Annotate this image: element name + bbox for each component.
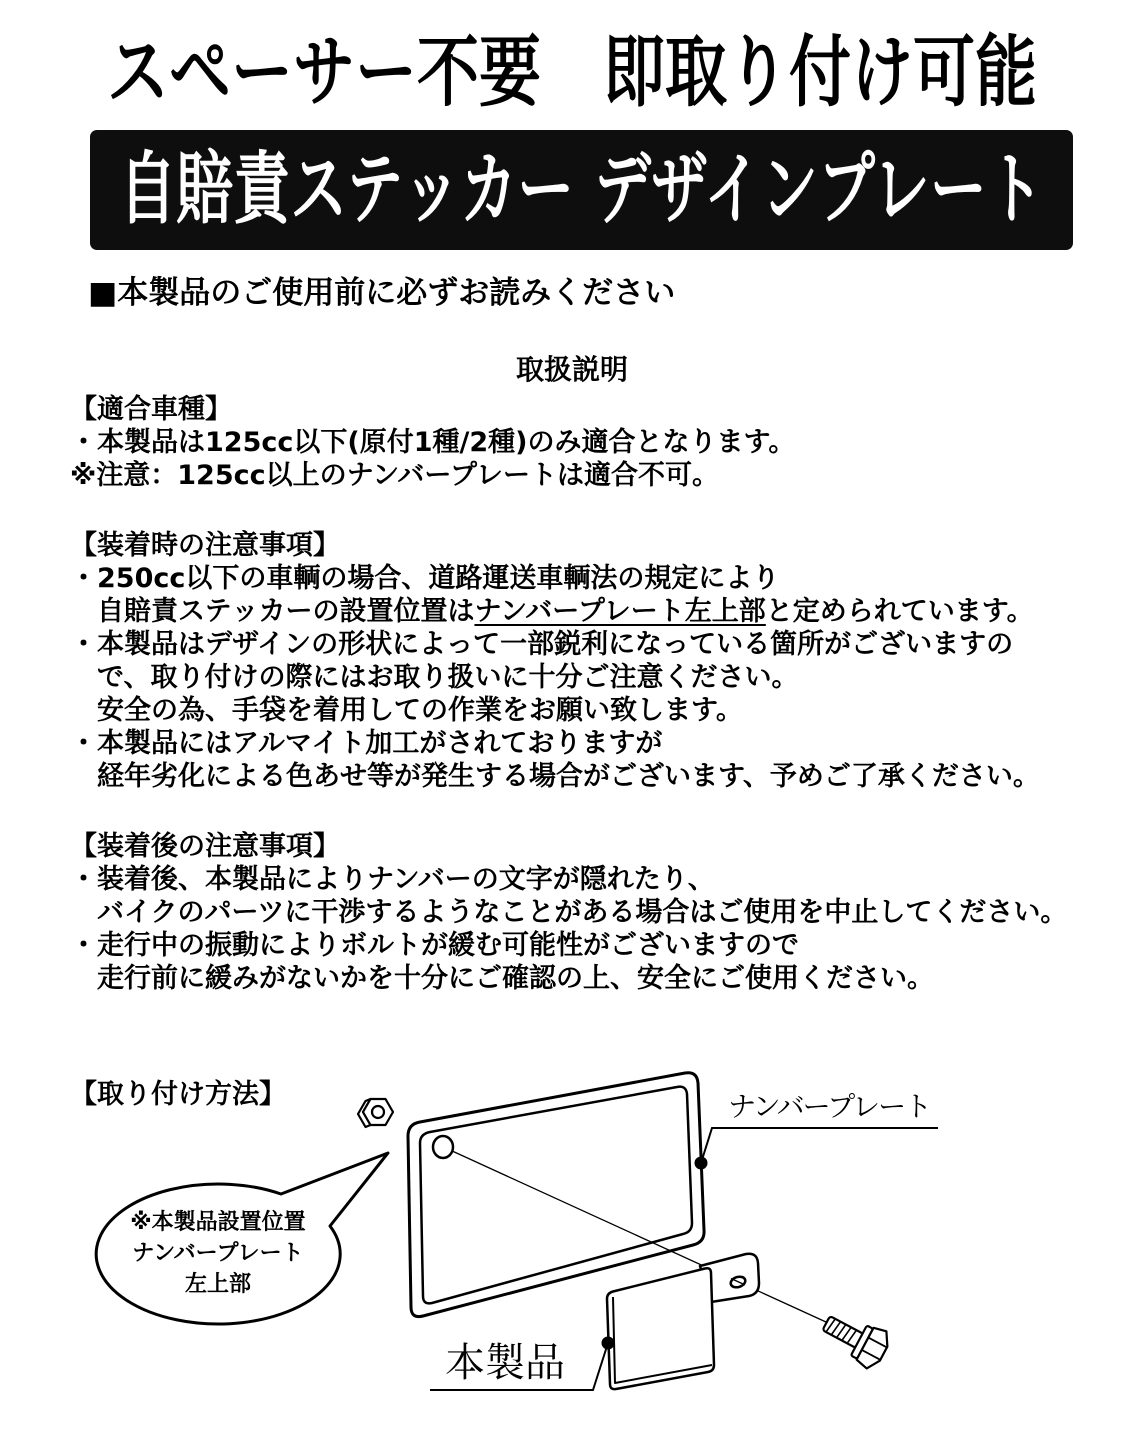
underlined-text: ナンバープレート左上部 — [474, 596, 766, 627]
continuation-line: で、取り付けの際にはお取り扱いに十分ご注意ください。 — [97, 662, 799, 693]
callout-line: 左上部 — [184, 1272, 251, 1297]
section-heading: 【装着後の注意事項】 — [70, 831, 340, 862]
installation-heading: 【取り付け方法】 — [70, 1079, 286, 1110]
callout-text — [108, 1207, 328, 1300]
product-leader-dot — [603, 1338, 614, 1349]
section-heading: 【装着時の注意事項】 — [70, 530, 340, 561]
bolt — [816, 1305, 893, 1373]
bullet-line: ・本製品はデザインの形状によって一部鋭利になっている箇所がございますの — [70, 629, 1014, 660]
read-before-use-notice: ■本製品のご使用前に必ずお読みください — [88, 275, 676, 311]
bullet-line: ・走行中の振動によりボルトが緩む可能性がございますので — [70, 930, 799, 961]
product-banner — [90, 130, 1073, 250]
section-installation-precautions — [70, 529, 1110, 793]
manual-title: 取扱説明 — [515, 353, 628, 386]
plate-leader — [696, 1128, 939, 1169]
section-post-installation-precautions — [70, 830, 1110, 995]
plate-leader-line — [701, 1128, 938, 1163]
bracket-plate — [607, 1268, 714, 1389]
instruction-sections — [70, 393, 1110, 995]
continuation-line: 安全の為、手袋を着用しての作業をお願い致します。 — [97, 695, 743, 726]
headline: スペーサー不要 即取り付け可能 — [106, 25, 1037, 117]
nut — [358, 1099, 393, 1127]
nut-hole — [372, 1106, 384, 1118]
product-label: 本製品 — [445, 1340, 565, 1386]
product-name: 自賠責ステッカー デザインプレート — [119, 144, 1044, 236]
continuation-line: 走行前に緩みがないかを十分にご確認の上、安全にご使用ください。 — [97, 963, 934, 994]
section-compatible-vehicles — [70, 393, 1110, 492]
bullet-line: ・装着後、本製品によりナンバーの文字が隠れたり、 — [70, 864, 715, 895]
bullet-line: ・本製品にはアルマイト加工がされておりますが — [70, 728, 663, 759]
product-bracket — [607, 1254, 759, 1389]
line-text: と定められています。 — [765, 596, 1034, 627]
continuation-line: バイクのパーツに干渉するようなことがある場合はご使用を中止してください。 — [97, 897, 1068, 928]
section-heading: 【適合車種】 — [70, 394, 232, 425]
caution-line: ※注意：125cc以上のナンバープレートは適合不可。 — [70, 460, 719, 491]
license-plate-label: ナンバープレート — [728, 1090, 931, 1123]
callout-line: ※本製品設置位置 — [130, 1210, 306, 1235]
continuation-line: 経年劣化による色あせ等が発生する場合がございます、予めご了承ください。 — [97, 761, 1040, 792]
license-plate-mount-hole — [433, 1136, 453, 1158]
line-text: 自賠責ステッカーの設置位置は — [97, 596, 475, 627]
bullet-line: ・250cc以下の車輌の場合、道路運送車輌法の規定により — [70, 563, 780, 594]
continuation-line — [70, 595, 1110, 628]
license-plate-inner-edge — [420, 1087, 692, 1304]
callout-line: ナンバープレート — [132, 1241, 304, 1266]
bullet-line: ・本製品は125cc以下(原付1種/2種)のみ適合となります。 — [70, 427, 796, 458]
plate-leader-dot — [696, 1158, 707, 1169]
